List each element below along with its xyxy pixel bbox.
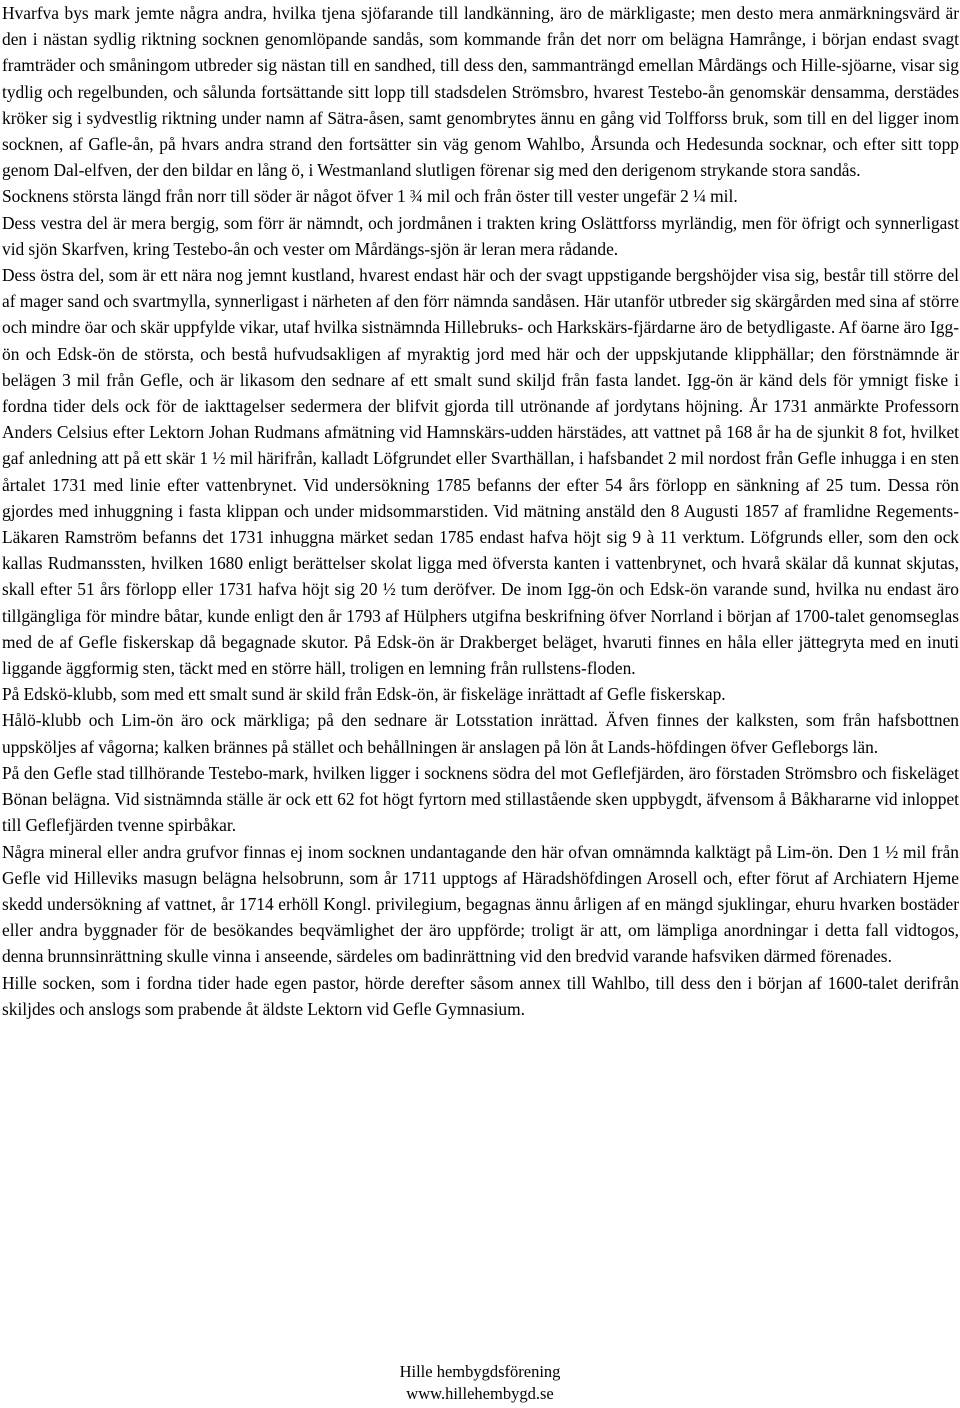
footer-website-link[interactable]: www.hillehembygd.se [406, 1384, 554, 1403]
paragraph-5: På Edskö-klubb, som med ett smalt sund är skild från Edsk-ön, är fiskeläge inrättadt af Gefle fiskerskap. [2, 684, 726, 705]
paragraph-6: Hålö-klubb och Lim-ön äro ock märkliga; på den sednare är Lotsstation inrättad. Äfven finnes der kalksten, som från hafsbottnen uppsköljes af vågorna; kalken brännes på stället och behållningen är anslagen på lön åt Lands-höfdingen öfver Gefleborgs län. [2, 710, 959, 757]
paragraph-8: Några mineral eller andra grufvor finnas ej inom socknen undantagande den här ofvan omnämnda kalktägt på Lim-ön. Den 1 ½ mil från Gefle vid Hilleviks masugn belägna helsobrunn, som år 1711 upptogs af Häradshöfdingen Arosell och, efter förut af Archiatern Hjeme skedd undersökning af vattnet, år 1714 erhöll Kongl. privilegium, begagnas ännu årligen af en mängd sjuklingar, ehuru hvarken bostäder eller andra byggnader för de besökandes beqvämlighet der äro uppförde; troligt är att, om lämpliga anordningar i detta fall vidtogos, denna brunnsinrättning skulle vinna i anseende, särdeles om badinrättning vid den bredvid varande hafsviken därmed förenades. [2, 841, 959, 967]
footer-organization: Hille hembygdsförening [399, 1362, 561, 1381]
paragraph-4: Dess östra del, som är ett nära nog jemnt kustland, hvarest endast här och der svagt uppstigande bergshöjder visa sig, består till större del af mager sand och svartmylla, synnerligast i närheten af den förr nämnda sandåsen. Här utanför utbreder sig skärgården med sina af större och mindre öar och skär uppfylde vikar, utaf hvilka sistnämnda Hillebruks- och Harkskärs-fjärdarne äro de betydligaste. Af öarne äro Igg-ön och Edsk-ön de största, och bestå hufvudsakligen af myraktig jord med här och der uppskjutande klipphällar; den förstnämnde är belägen 3 mil från Gefle, och är likasom den sednare af ett smalt sund skiljd från fasta landet. Igg-ön är känd dels för ymnigt fiske i fordna tider dels ock för de iakttagelser sedermera der blifvit gjorda till utrönande af jordytans höjning. År 1731 anmärkte Professorn Anders Celsius efter Lektorn Johan Rudmans afmätning vid Hamnskärs-udden härstädes, att vattnet på 168 år ha de sjunkit 8 fot, hvilket gaf anledning att på ett skär 1 ½ mil härifrån, kalladt Löfgrundet eller Svarthällan, i hafsbandet 2 mil nordost från Gefle inhugga i en sten årtalet 1731 med linie efter vattenbrynet. Vid undersökning 1785 befanns der efter 54 års förlopp en sänkning af 25 tum. Dessa rön gjordes med inhuggning i fasta klippan och under midsommarstiden. Vid mätning anstäld den 8 Augusti 1857 af framlidne Regements-Läkaren Ramström befanns det 1731 inhuggna märket sedan 1785 endast hafva höjt sig 9 à 11 verktum. Löfgrunds eller, som den ock kallas Rudmanssten, hvilken 1680 enligt berättelser skolat ligga med öfversta kanten i vattenbrynet, och hvarå skälar då kunnat skjutas, skall efter 51 års förlopp eller 1731 hafva höjt sig 20 ½ tum deröfver. De inom Igg-ön och Edsk-ön varande sund, hvilka nu endast äro tillgängliga för mindre båtar, kunde enligt den år 1793 af Hülphers utgifna beskrifning öfver Norrland i början af 1700-talet genomseglas med de af Gefle fiskerskap då begagnade skutor. På Edsk-ön är Drakberget beläget, hvaruti finnes en håla eller jättegryta med en inuti liggande äggformig sten, täckt med en större häll, troligen en lemning från rullstens-floden. [2, 265, 959, 679]
paragraph-7: På den Gefle stad tillhörande Testebo-mark, hvilken ligger i socknens södra del mot Geflefjärden, äro förstaden Strömsbro och fiskeläget Bönan belägna. Vid sistnämnda ställe är ock ett 62 fot högt fyrtorn med stillastående sken uppbygdt, äfvensom å Båkhararne vid inloppet till Geflefjärden tvenne spirbåkar. [2, 762, 959, 836]
page-footer [0, 1361, 960, 1405]
paragraph-1: Hvarfva bys mark jemte några andra, hvilka tjena sjöfarande till landkänning, äro de märkligaste; men desto mera anmärkningsvärd är den i nästan sydlig riktning socknen genomlöpande sandås, som kommande från det norr om belägna Hamrånge, i början endast svagt framträder och småningom utbreder sig nästan till en sandhed, till dess den, sammanträngd emellan Mårdängs och Hille-sjöarne, visar sig tydlig och regelbunden, och sålunda fortsättande sitt lopp till stadsdelen Strömsbro, hvarest Testebo-ån genomskär densamma, derstädes kröker sig i sydvestlig riktning under namn af Sätra-åsen, samt genombrytes ännu en gång vid Tolfforss bruk, som till en del ligger inom socknen, af Gafle-ån, på hvars andra strand den fortsätter sin väg genom Wahlbo, Årsunda och Hedesunda socknar, och efter sitt topp genom Dal-elfven, der den bildar en lång ö, i Westmanland slutligen förenar sig med den derigenom strykande stora sandås. [2, 3, 959, 181]
document-body [2, 0, 959, 1022]
paragraph-9: Hille socken, som i fordna tider hade egen pastor, hörde derefter såsom annex till Wahlbo, till dess den i början af 1600-talet derifrån skiljdes och anslogs som prabende åt äldste Lektorn vid Gefle Gymnasium. [2, 972, 959, 1019]
paragraph-2: Socknens största längd från norr till söder är något öfver 1 ¾ mil och från öster till vester ungefär 2 ¼ mil. [2, 186, 738, 207]
paragraph-3: Dess vestra del är mera bergig, som förr är nämndt, och jordmånen i trakten kring Oslättforss myrländig, men för öfrigt och synnerligast vid sjön Skarfven, kring Testebo-ån och vester om Mårdängs-sjön är leran mera rådande. [2, 212, 959, 259]
